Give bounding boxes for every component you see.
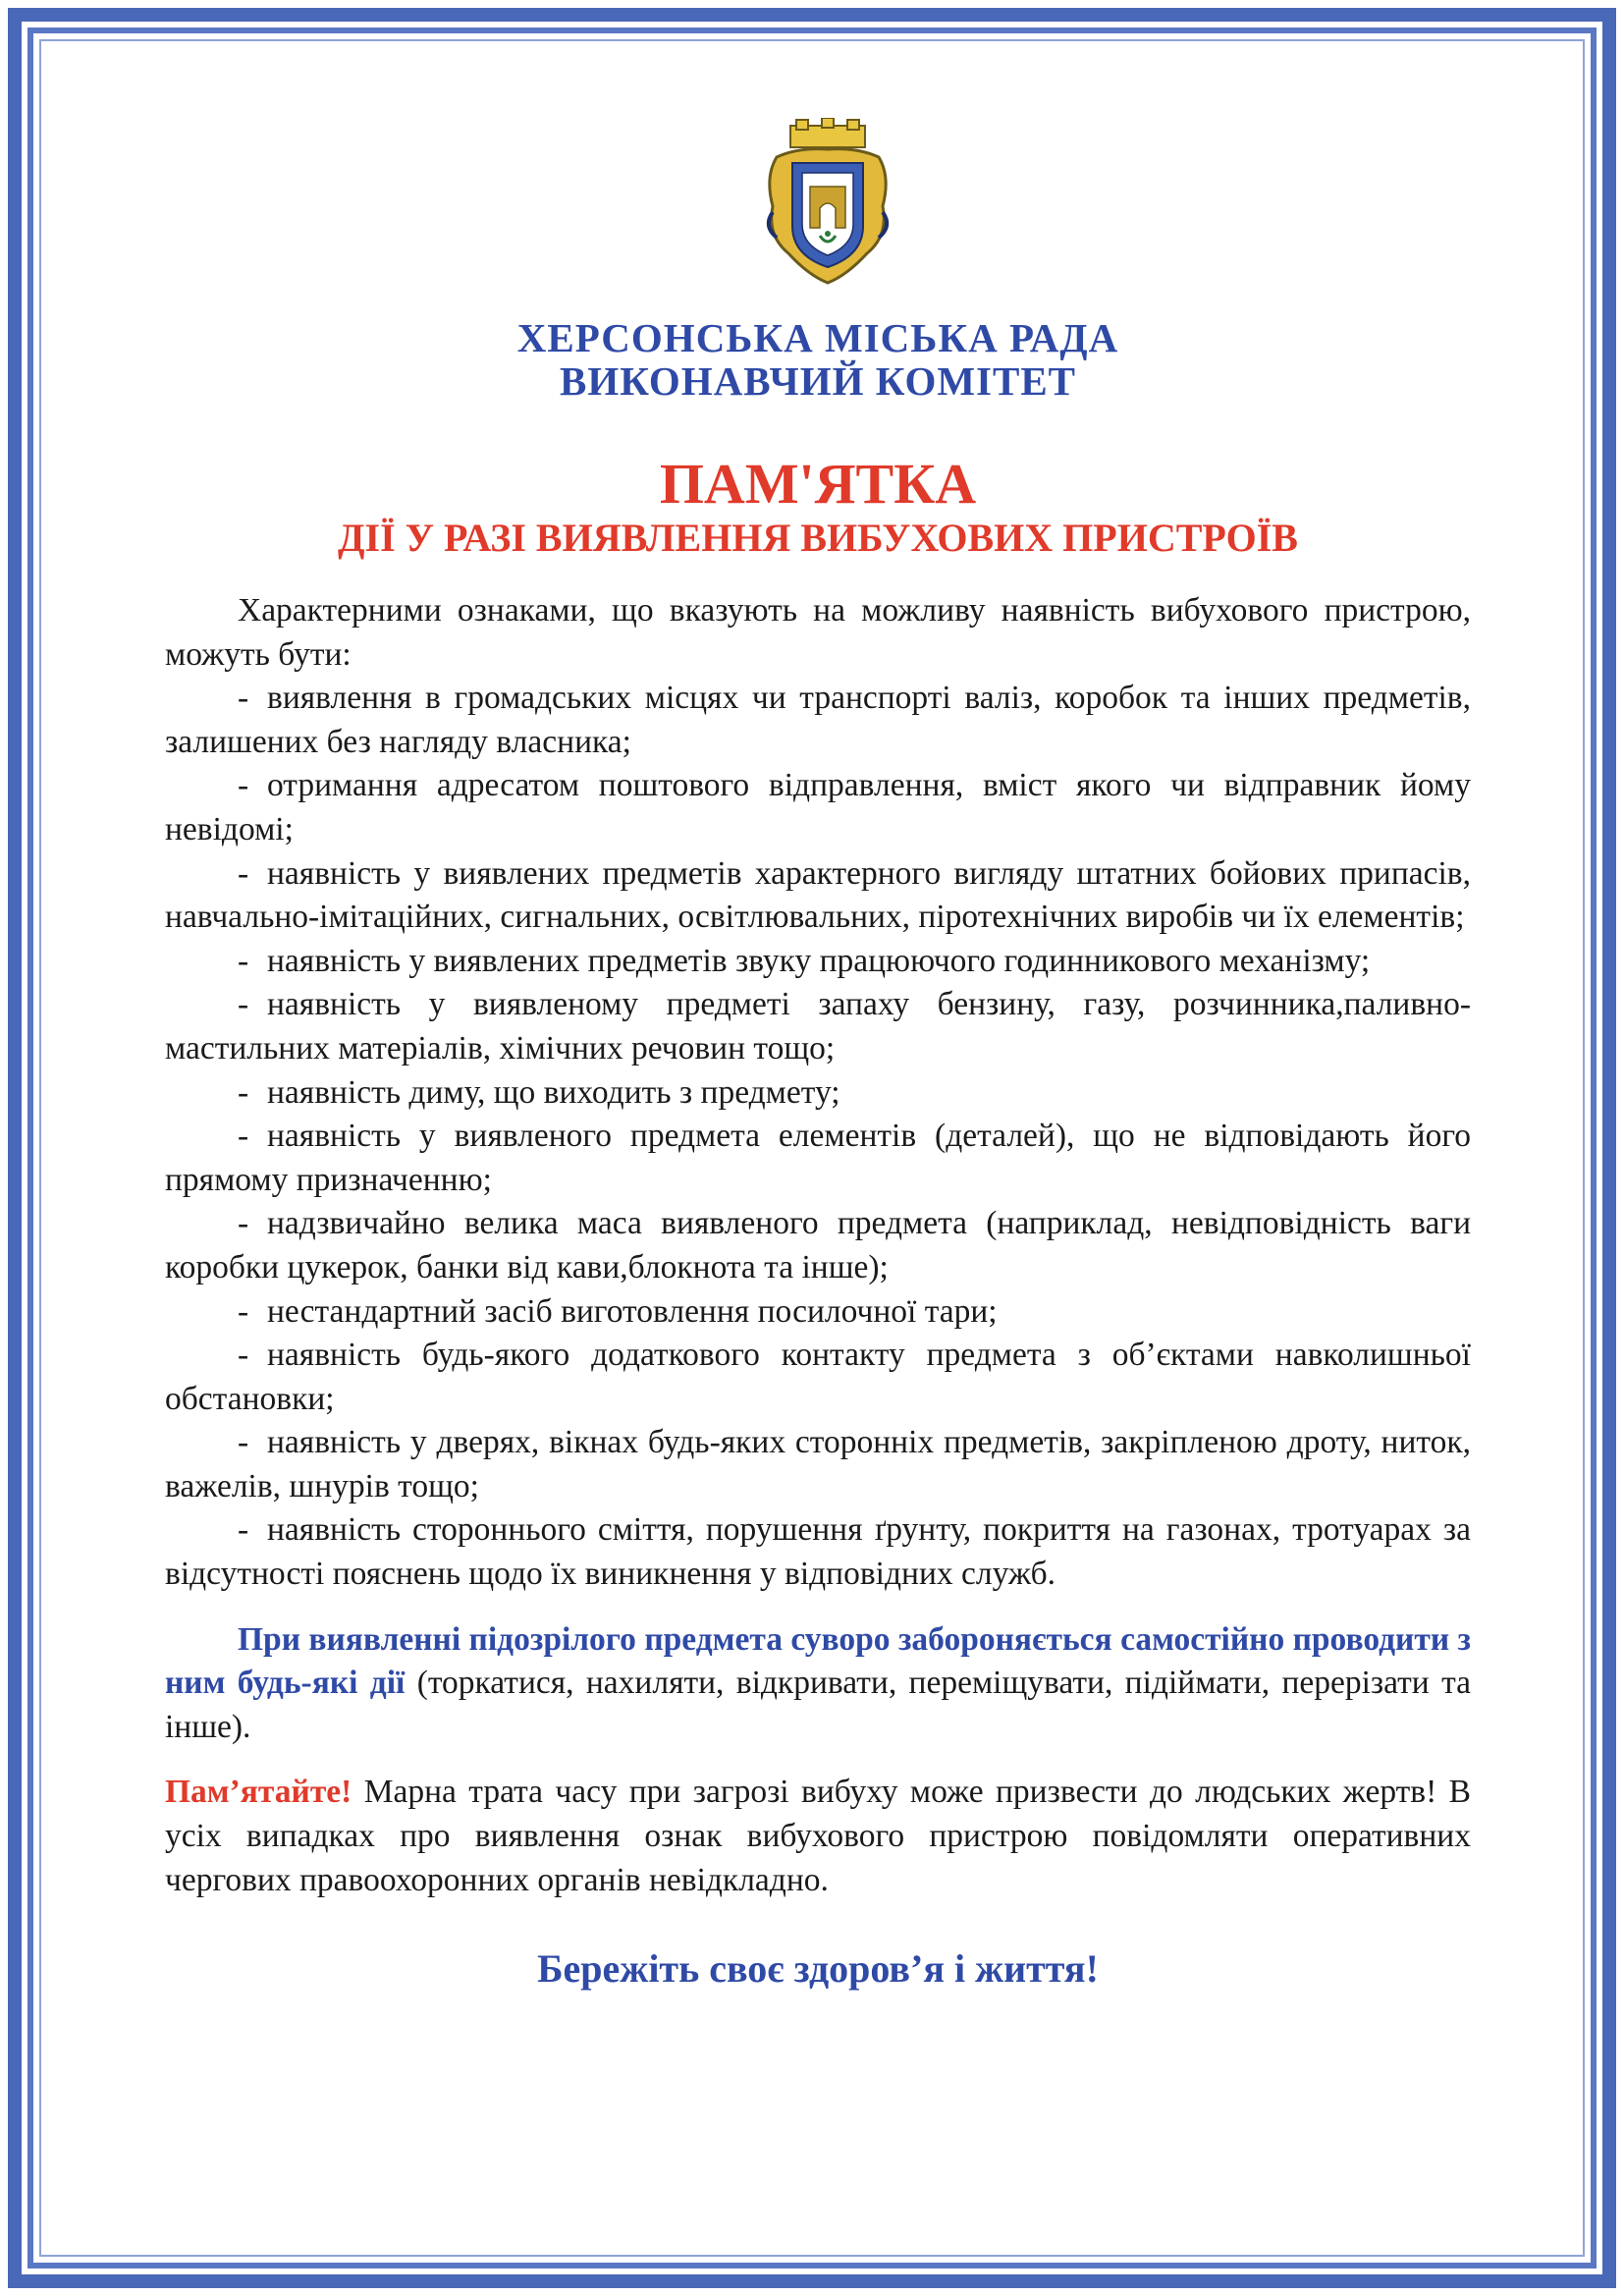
list-item [165,852,1471,940]
emblem-container [185,118,1471,285]
list-item [165,677,1471,764]
list-item-text: надзвичайно велика маса виявленого предмета (наприклад, невідповідність ваги коробки цукерок, банки від кави,блокнота та інше); [165,1205,1471,1285]
list-item [165,1421,1471,1508]
list-dash: - [238,1424,249,1461]
memo-subtitle: ДІЇ У РАЗІ ВИЯВЛЕННЯ ВИБУХОВИХ ПРИСТРОЇВ [338,516,1298,560]
list-item-text: наявність у виявлених предметів характерного вигляду штатних бойових припасів, навчально-імітаційних, сигнальних, освітлювальних, піротехнічних виробів чи їх елементів; [165,854,1471,936]
list-item-text: наявність у виявленому предметі запаху бензину, газу, розчинника,паливно-мастильних матеріалів, хімічних речовин тощо; [165,986,1471,1066]
list-item-text: наявність диму, що виходить з предмету; [267,1073,840,1111]
list-item [165,940,1471,984]
remember-label: Пам’ятайте! [165,1774,352,1811]
list-item [165,1202,1471,1289]
list-item-text: отримання адресатом поштового відправлення, вміст якого чи відправник йому невідомі; [165,767,1471,847]
list-dash: - [238,1292,249,1330]
list-item-text: виявлення в громадських місцях чи транспорті валіз, коробок та інших предметів, залишених без нагляду власника; [165,680,1471,760]
remember-paragraph [165,1771,1471,1902]
remember-text: Марна трата часу при загрозі вибуху може призвести до людських жертв! В усіх випадках про виявлення ознак вибухового пристрою повідомляти оперативних чергових правоохоронних органів невідкладно. [165,1774,1471,1898]
council-heading [165,316,1471,403]
list-item [165,1115,1471,1202]
closing-slogan: Бережіть своє здоров’я і життя! [537,1946,1099,1992]
list-item-text: наявність стороннього сміття, порушення ґрунту, покриття на газонах, тротуарах за відсутності пояснень щодо їх виникнення у відповідних служб. [165,1511,1471,1593]
list-item [165,983,1471,1070]
list-dash: - [238,1073,249,1111]
list-dash: - [238,942,249,979]
list-item-text: наявність у дверях, вікнах будь-яких сторонніх предметів, закріпленою дроту, ниток, важелів, шнурів тощо; [165,1424,1471,1504]
memo-title: ПАМ'ЯТКА [659,452,977,516]
document-content [165,118,1471,1991]
list-dash: - [238,767,249,804]
list-dash: - [238,680,249,717]
list-item [165,1290,1471,1335]
list-dash: - [238,1511,249,1549]
list-item-text: наявність у виявлених предметів звуку працюючого годинникового механізму; [267,942,1371,979]
list-item [165,1071,1471,1116]
kherson-coat-of-arms-icon [759,118,896,285]
intro-paragraph: Характерними ознаками, що вказують на можливу наявність вибухового пристрою, можуть бути: [165,592,1471,673]
committee-name: ВИКОНАВЧИЙ КОМІТЕТ [559,358,1077,404]
list-item [165,764,1471,851]
list-dash: - [238,1337,249,1374]
list-dash: - [238,1205,249,1242]
signs-list [165,677,1471,1596]
list-dash: - [238,854,249,892]
council-name: ХЕРСОНСЬКА МІСЬКА РАДА [516,315,1119,360]
list-item-text: наявність будь-якого додаткового контакту предмета з об’єктами навколишньої обстановки; [165,1337,1471,1417]
list-dash: - [238,1118,249,1155]
list-dash: - [238,986,249,1023]
list-item [165,1334,1471,1421]
warning-details: (торкатися, нахиляти, відкривати, переміщувати, підіймати, перерізати та інше). [165,1665,1471,1745]
warning-emphasis: При виявленні підозрілого предмета суворо забороняється самостійно проводити з ним будь-які дії [165,1620,1471,1702]
list-item [165,1508,1471,1596]
list-item-text: наявність у виявленого предмета елементів (деталей), що не відповідають його прямому призначенню; [165,1118,1471,1198]
signs-section [165,589,1471,1597]
warning-paragraph [165,1618,1471,1750]
list-item-text: нестандартний засіб виготовлення посилочної тари; [267,1292,998,1330]
